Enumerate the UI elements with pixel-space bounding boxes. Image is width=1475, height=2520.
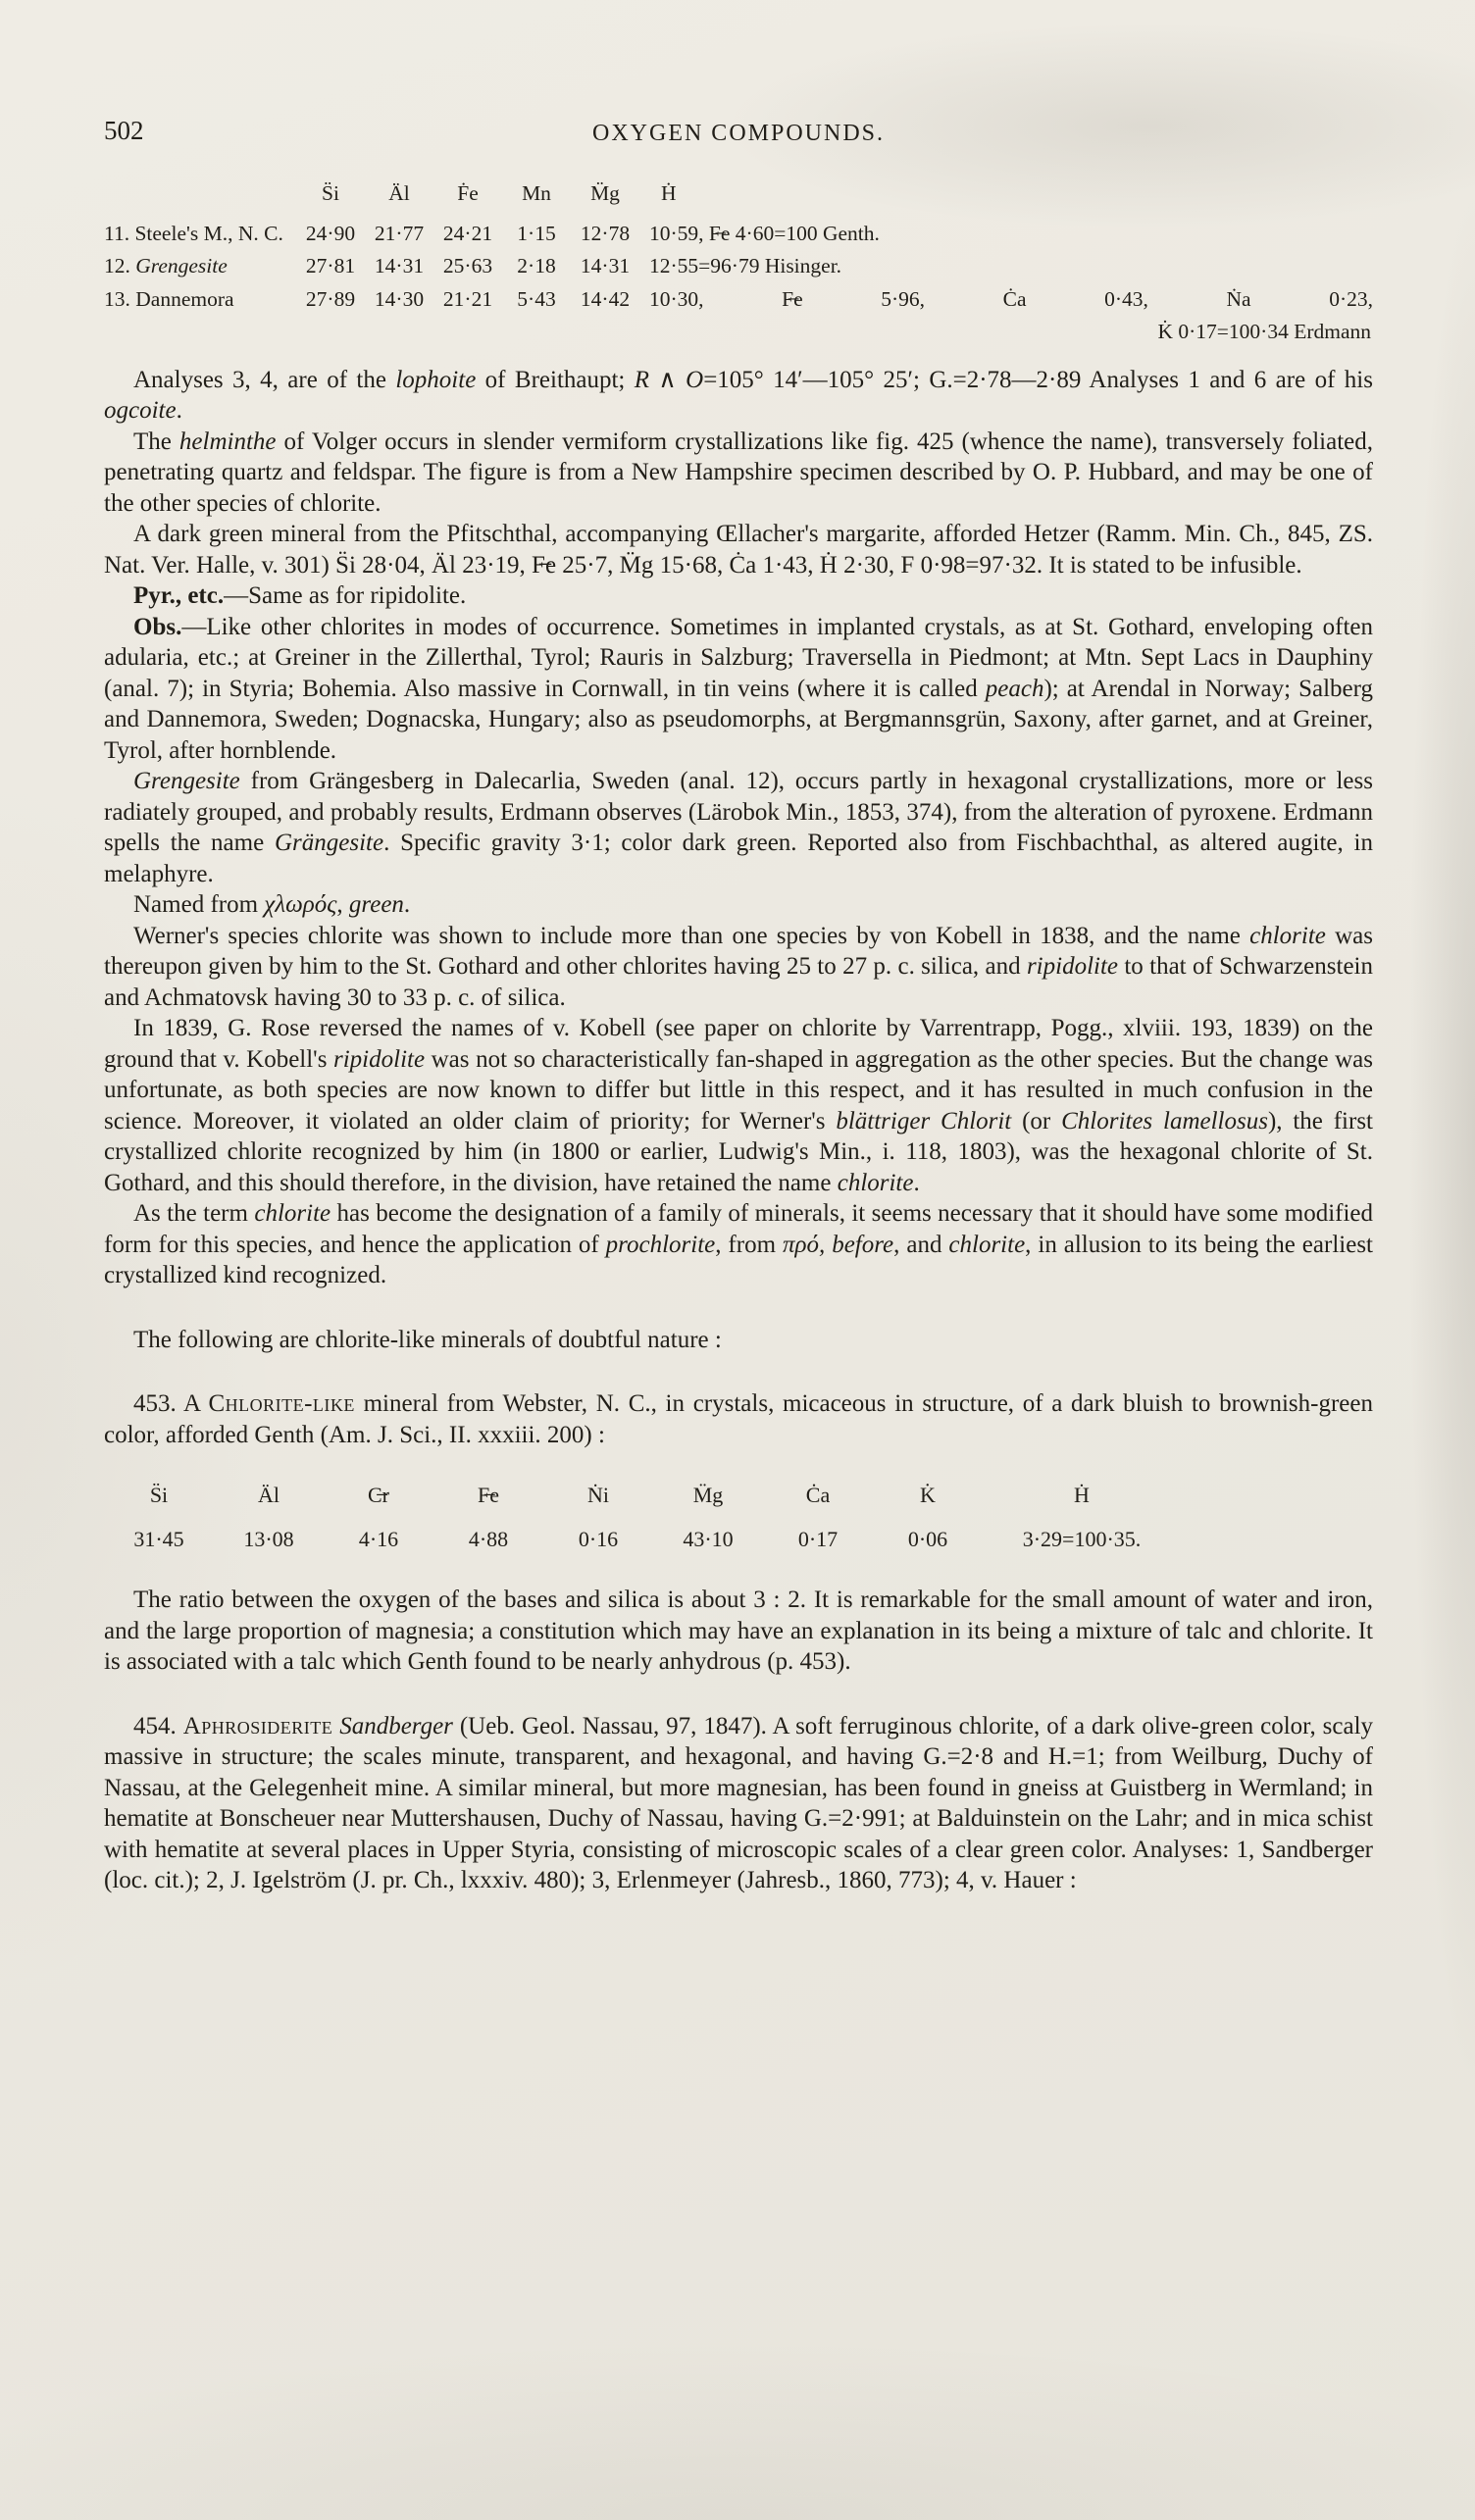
- column-header: Ḟe: [457, 181, 479, 205]
- value-cell: 0·16: [578, 1526, 619, 1551]
- plain-text: The following are chlorite-like minerals of doubtful nature :: [133, 1326, 722, 1353]
- plain-text: mineral from Webster, N. C., in crystals, micaceous in structure, of a dark bluish to brownish-green color, afforded Genth (Am. J. Sci., II. xxxiii. 200) :: [104, 1390, 1373, 1448]
- value-cell: 25·63: [442, 254, 493, 277]
- styled-text: chlorite: [837, 1169, 914, 1196]
- plain-text: was thereupon given by him to the St. Gothard and other chlorites having 25 to 27 p. c. silica, and: [104, 922, 1373, 980]
- value-cell: 2·18: [517, 254, 556, 277]
- tail-cell: 10·30, F̶e 5·96, Ċa 0·43, Ṅa 0·23,: [649, 286, 1373, 311]
- styled-text: Grengesite: [133, 768, 240, 794]
- styled-text: Pyr., etc.: [133, 582, 225, 609]
- value-cell: 12·78: [580, 221, 631, 245]
- column-header: K̇: [920, 1483, 936, 1507]
- styled-text: ogcoite: [104, 397, 177, 424]
- page-number: 502: [104, 116, 144, 145]
- value-cell: 27·81: [305, 254, 356, 277]
- value-cell: 13·08: [243, 1526, 294, 1551]
- value-cell: 4·88: [468, 1526, 509, 1551]
- row-label: [104, 250, 296, 283]
- styled-text: peach: [985, 675, 1044, 702]
- plain-text: 454.: [133, 1712, 183, 1739]
- plain-text: of Breithaupt;: [476, 366, 635, 393]
- column-header: Mn: [522, 181, 551, 205]
- styled-text: Grängesite: [274, 830, 384, 856]
- analyses-table-header: [104, 178, 1373, 218]
- value-cell: 14·31: [580, 254, 631, 277]
- styled-text: prochlorite: [605, 1231, 716, 1258]
- chlorite-like-analysis-table: [104, 1480, 1181, 1555]
- plain-text: In 1839, G. Rose reversed the names of v. Kobell (see paper on chlorite by Varrentrapp, Pogg., xlviii. 193, 1839) on the ground that v. Kobell's: [104, 1015, 1373, 1073]
- analyses-table-body: [104, 218, 1373, 349]
- paragraph: [104, 1325, 1373, 1356]
- plain-text: (Ueb. Geol. Nassau, 97, 1847). A soft ferruginous chlorite, of a dark olive-green color, scaly massive in structure; the scales minute, transparent, and hexagonal, and having G.=2·8 and H.=1; from Weilburg, Duchy of Nassau, at the Gelegenheit mine. A similar mineral, but more magnesian, has been found in gneiss at Guistberg in Wermland; in hematite at Bonscheuer near Muttershausen, Duchy of Nassau, having G.=2·991; at Balduinstein on the Lahr; and in mica schist with hematite at several places in Upper Styria, consisting of microscopic scales of a clear green color. Analyses: 1, Sandberger (loc. cit.); 2, J. Igelström (J. pr. Ch., lxxxiv. 480); 3, Erlenmeyer (Jahresb., 1860, 773); 4, v. Hauer :: [104, 1712, 1374, 1893]
- column-header: Äl: [388, 181, 410, 205]
- plain-text: =105° 14′—105° 25′; G.=2·78—2·89 Analyses 1 and 6 are of his: [703, 366, 1373, 393]
- value-cell: 24·90: [305, 221, 356, 245]
- plain-text: , from: [715, 1231, 783, 1258]
- styled-text: helminthe: [178, 428, 277, 455]
- plain-text: .: [176, 397, 182, 424]
- tail-cell: 10·59, F̶e 4·60=100 Genth.: [649, 221, 880, 245]
- paragraph: [104, 365, 1373, 427]
- styled-text: chlorite: [948, 1231, 1026, 1258]
- analysis-row: [104, 283, 1373, 317]
- column-header: F̶e: [478, 1483, 499, 1507]
- plain-text: ), the first crystallized chlorite recognized by him (in 1800 or earlier, Ludwig's Min., i. 118, 1803), was the hexagonal chlorite of St. Gothard, and this should therefore, in the division, have retained the name: [104, 1107, 1374, 1196]
- plain-text: ,: [336, 891, 349, 918]
- paragraph: [104, 889, 1373, 921]
- plain-text: Analyses 3, 4, are of the: [133, 366, 396, 393]
- paragraph: [104, 1388, 1373, 1450]
- value-cell: 14·31: [374, 254, 425, 277]
- paragraph: [104, 1013, 1373, 1198]
- plain-text: A dark green mineral from the Pfitschthal, accompanying Œllacher's margarite, afforded Hetzer (Ramm. Min. Ch., 845, ZS. Nat. Ver. Halle, v. 301) S̈i 28·04, Äl 23·19, F̶e 25·7, M̈g 15·68, Ċa 1·43, Ḣ 2·30, F 0·98=97·32. It is stated to be infusible.: [104, 521, 1373, 579]
- column-header: Ḣ: [661, 181, 677, 205]
- paragraph: [104, 1711, 1373, 1896]
- paragraph: [104, 519, 1373, 580]
- value-cell: 14·30: [374, 286, 425, 311]
- value-cell: 0·06: [907, 1526, 948, 1551]
- plain-text: was not so characteristically fan-shaped in aggregation as the other species. But the change was unfortunate, as both species are now known to differ but little in this respect, and it has resulted in much confusion in the science. Moreover, it violated an older claim of priority; for Werner's: [104, 1045, 1373, 1134]
- plain-text: to that of Schwarzenstein and Achmatovsk having 30 to 33 p. c. of silica.: [104, 953, 1373, 1011]
- mineral-name: Grengesite: [135, 254, 228, 277]
- paragraph: [104, 921, 1373, 1014]
- styled-text: lophoite: [395, 366, 477, 393]
- paragraph: [104, 766, 1373, 889]
- paragraph: [104, 1198, 1373, 1291]
- row-number: 12.: [104, 254, 136, 277]
- page-content: [104, 116, 1373, 1896]
- plain-text: (or: [1011, 1107, 1062, 1134]
- continuation-cell: K̇ 0·17=100·34 Erdmann: [1157, 320, 1371, 343]
- plain-text: The: [133, 428, 179, 455]
- continuation-row: [104, 316, 1373, 349]
- plain-text: —Same as for ripidolite.: [224, 582, 467, 609]
- plain-text: Named from: [133, 891, 265, 918]
- styled-text: Aphrosiderite: [182, 1712, 333, 1739]
- row-number: 13.: [104, 286, 136, 311]
- value-cell: 0·17: [797, 1526, 839, 1551]
- analysis-row: [104, 218, 1373, 251]
- column-header: Äl: [258, 1483, 280, 1507]
- plain-text: The ratio between the oxygen of the bases and silica is about 3 : 2. It is remarkable for the small amount of water and iron, and the large proportion of magnesia; a constitution which may have an explanation in its being a mixture of talc and chlorite. It is associated with a talc which Genth found to be nearly anhydrous (p. 453).: [104, 1587, 1373, 1675]
- value-cell: 21·21: [442, 286, 493, 311]
- styled-text: R: [634, 366, 650, 393]
- styled-text: Chlorite-like: [208, 1390, 355, 1417]
- styled-text: chlorite: [254, 1200, 331, 1227]
- value-cell: 3·29=100·35.: [1022, 1526, 1142, 1551]
- plain-text: of Volger occurs in slender vermiform crystallizations like fig. 425 (whence the name), transversely foliated, penetrating quartz and feldspar. The figure is from a New Hampshire specimen described by O. P. Hubbard, and may be one of the other species of chlorite.: [104, 428, 1373, 517]
- row-number: 11.: [104, 221, 135, 245]
- plain-text: has become the designation of a family of minerals, it seems necessary that it should have some modified form for this species, and hence the application of: [104, 1200, 1374, 1258]
- styled-text: ripidolite: [1026, 953, 1119, 980]
- styled-text: O: [686, 366, 704, 393]
- plain-text: from Grängesberg in Dalecarlia, Sweden (anal. 12), occurs partly in hexagonal crystallizations, more or less radiately grouped, and probably results, Erdmann observes (Lärobok Min., 1853, 374), from the alteration of pyroxene. Erdmann spells the name: [104, 768, 1373, 856]
- styled-text: blättriger Chlorit: [836, 1107, 1012, 1134]
- table-header-row: [104, 178, 1373, 218]
- value-cell: 1·15: [517, 221, 556, 245]
- styled-text: Chlorites lamellosus: [1061, 1107, 1268, 1134]
- running-head: OXYGEN COMPOUNDS.: [591, 121, 886, 146]
- tail-cell: 12·55=96·79 Hisinger.: [649, 254, 842, 277]
- column-header: C̶r: [368, 1483, 389, 1507]
- page-header: [104, 116, 1373, 155]
- plain-text: ); at Arendal in Norway; Salberg and Dannemora, Sweden; Dognacska, Hungary; also as pseudomorphs, at Bergmannsgrün, Saxony, after garnet, and at Greiner, Tyrol, after hornblende.: [104, 675, 1373, 764]
- value-cell: 43·10: [683, 1526, 734, 1551]
- body-text-lower: [104, 1585, 1373, 1896]
- table-header-row: [104, 1480, 1181, 1523]
- analysis-row: [104, 1523, 1181, 1556]
- column-header: M̈g: [692, 1483, 724, 1507]
- value-cell: 24·21: [442, 221, 493, 245]
- analysis2-header: [104, 1480, 1181, 1523]
- styled-text: Obs.: [133, 613, 182, 640]
- plain-text: , and: [893, 1231, 949, 1258]
- column-header: Ṅi: [587, 1483, 609, 1507]
- column-header: S̈i: [149, 1483, 169, 1507]
- paragraph: [104, 612, 1373, 767]
- analysis2-body: [104, 1523, 1181, 1556]
- paragraph: [104, 580, 1373, 612]
- empty-header-cell: [104, 178, 296, 218]
- value-cell: 4·16: [358, 1526, 399, 1551]
- analyses-table: [104, 178, 1373, 349]
- styled-text: πρό, before: [782, 1231, 894, 1258]
- styled-text: Sandberger: [339, 1712, 453, 1739]
- analysis-row: [104, 250, 1373, 283]
- styled-text: chlorite: [1249, 922, 1326, 949]
- plain-text: . Specific gravity 3·1; color dark green. Reported also from Fischbachthal, as altered augite, in melaphyre.: [104, 830, 1373, 887]
- mineral-name: Dannemora: [135, 286, 234, 311]
- styled-text: χλωρός: [264, 891, 337, 918]
- plain-text: ∧: [649, 366, 687, 393]
- mineral-name: Steele's M., N. C.: [134, 221, 283, 245]
- plain-text: 453. A: [133, 1390, 209, 1417]
- value-cell: 14·42: [580, 286, 631, 311]
- styled-text: green: [348, 891, 404, 918]
- value-cell: 21·77: [374, 221, 425, 245]
- plain-text: , in allusion to its being the earliest crystallized kind recognized.: [104, 1231, 1373, 1288]
- plain-text: .: [403, 891, 411, 918]
- column-header: M̈g: [590, 181, 620, 205]
- plain-text: As the term: [133, 1200, 255, 1227]
- value-cell: 31·45: [133, 1526, 184, 1551]
- row-label: [104, 218, 296, 251]
- body-text-upper: [104, 365, 1373, 1451]
- styled-text: ripidolite: [333, 1045, 426, 1073]
- value-cell: 5·43: [517, 286, 556, 311]
- paragraph: [104, 427, 1373, 520]
- paragraph: [104, 1585, 1373, 1678]
- column-header: Ċa: [805, 1483, 831, 1507]
- plain-text: —Like other chlorites in modes of occurrence. Sometimes in implanted crystals, as at St. Gothard, enveloping often adularia, etc.; at Greiner in the Zillerthal, Tyrol; Rauris in Salzburg; Traversella in Piedmont; at Mtn. Sept Lacs in Dauphiny (anal. 7); in Styria; Bohemia. Also massive in Cornwall, in tin veins (where it is called: [104, 613, 1373, 702]
- column-header: S̈i: [322, 181, 339, 205]
- plain-text: .: [913, 1169, 920, 1196]
- row-label: [104, 283, 296, 317]
- value-cell: 27·89: [305, 286, 356, 311]
- plain-text: Werner's species chlorite was shown to include more than one species by von Kobell in 1838, and the name: [133, 922, 1250, 949]
- column-header: Ḣ: [1074, 1483, 1090, 1507]
